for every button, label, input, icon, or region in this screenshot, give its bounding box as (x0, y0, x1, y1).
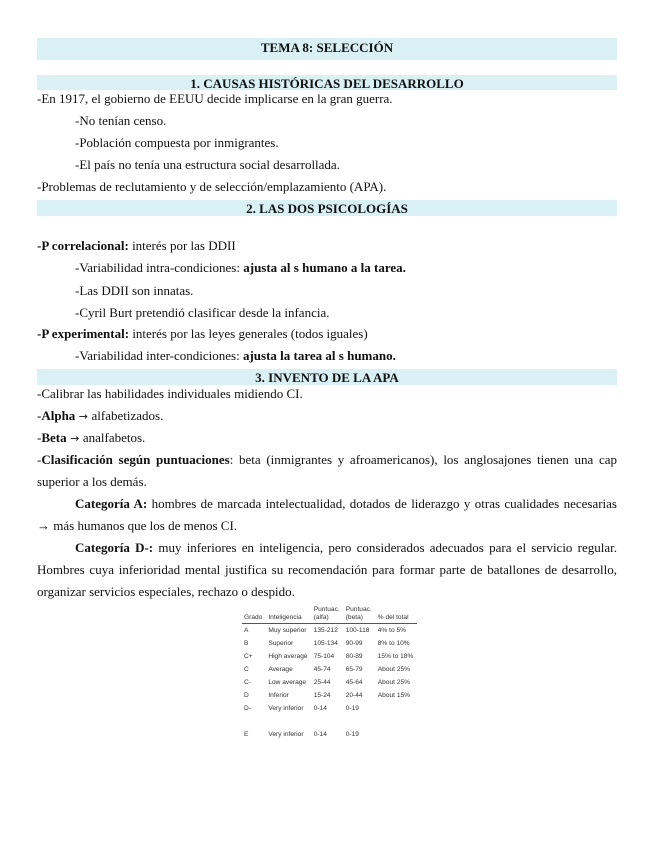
cell-beta: 65-79 (345, 666, 363, 673)
term-text: muy inferiores en inteligencia, pero considerados adecuados para el servicio regular. Hombres cuya inferioridad mental justifica su recomendación para formar parte de batallones de desarrollo, organizar servicios especiales, rechazo o despido. (37, 540, 617, 599)
cell-alfa: 0-14 (313, 731, 327, 738)
header-inteligencia: Inteligencia (266, 606, 311, 624)
term-text: interés por las DDII (128, 238, 236, 253)
cell-total: 4% to 5% (377, 627, 406, 634)
cell-inteligencia: Low average (268, 679, 307, 686)
text-line (37, 348, 655, 363)
cell-grado: C (244, 666, 249, 673)
page-title: TEMA 8: SELECCIÓN (37, 38, 617, 60)
cell-beta: 0-19 (345, 705, 359, 712)
term-text: interés por las leyes generales (todos iguales) (129, 326, 368, 341)
bold-span: ajusta al s humano a la tarea. (243, 260, 406, 275)
text-line: -Problemas de reclutamiento y de selección/emplazamiento (APA). (37, 179, 387, 194)
cell-grado: C- (244, 679, 251, 686)
text-line: -Cyril Burt pretendió clasificar desde la infancia. (75, 305, 330, 320)
term-label: -P correlacional: (37, 238, 129, 253)
table-row (242, 686, 417, 699)
arrow-icon: → (66, 432, 83, 445)
text-line: -No tenían censo. (75, 113, 167, 128)
text-line: -El país no tenía una estructura social desarrollada. (75, 157, 340, 172)
cell-total: 8% to 10% (377, 640, 410, 647)
cell-total: 15% to 18% (377, 653, 414, 660)
table-body (242, 624, 417, 739)
term-text: hombres de marcada intelectualidad, dotados de liderazgo y otras cualidades necesarias → más humanos que los de menos CI. (37, 496, 617, 533)
cell-alfa: 0-14 (313, 705, 327, 712)
cell-alfa: 25-44 (313, 679, 331, 686)
term-label: -P experimental: (37, 326, 130, 341)
cell-beta: 45-64 (345, 679, 363, 686)
text-line-experimental (37, 326, 617, 341)
dash: - (37, 430, 42, 445)
cell-inteligencia: Very inferior (268, 731, 304, 738)
table-row (242, 660, 417, 673)
table-row (242, 712, 417, 738)
text-line-correlacional (37, 238, 617, 253)
term-text: analfabetos. (82, 430, 146, 445)
cell-total: About 25% (377, 666, 411, 673)
cell-alfa: 105-134 (313, 640, 338, 647)
text-line: -Calibrar las habilidades individuales midiendo CI. (37, 386, 303, 401)
cell-beta: 100-118 (345, 627, 370, 634)
table-row (242, 634, 417, 647)
cell-grado: D- (244, 705, 251, 712)
text-line (37, 260, 655, 275)
text-line-alpha (37, 408, 617, 424)
cell-grado: C+ (244, 653, 253, 660)
cell-grado: B (244, 640, 249, 647)
cell-total (376, 712, 418, 738)
dash: - (37, 452, 42, 467)
term-label: Beta (41, 430, 67, 445)
term-label: Clasificación según puntuaciones (41, 452, 230, 467)
apa-grades-table (242, 606, 417, 738)
paragraph-categoria-a (37, 493, 617, 537)
text-line: -Población compuesta por inmigrantes. (75, 135, 279, 150)
table-row (242, 673, 417, 686)
section-heading-apa: 3. INVENTO DE LA APA (37, 369, 617, 385)
dash: - (37, 408, 42, 423)
paragraph-clasificacion (37, 449, 617, 493)
term-label: Categoría D-: (75, 540, 154, 555)
paragraph-categoria-d (37, 537, 617, 603)
cell-beta: 90-99 (345, 640, 363, 647)
text-line: -Las DDII son innatas. (75, 283, 194, 298)
text-line-beta (37, 430, 617, 446)
table-row (242, 647, 417, 660)
header-alfa: Puntuac. (alfa) (312, 606, 344, 624)
cell-total: About 25% (377, 679, 411, 686)
cell-alfa: 135-212 (313, 627, 338, 634)
cell-total: About 15% (377, 692, 411, 699)
arrow-icon: → (75, 410, 92, 423)
cell-inteligencia: Average (268, 666, 293, 673)
cell-total (376, 699, 418, 712)
cell-alfa: 45-74 (313, 666, 331, 673)
bold-span: ajusta la tarea al s humano. (242, 348, 396, 363)
section-heading-causas: 1. CAUSAS HISTÓRICAS DEL DESARROLLO (37, 75, 617, 90)
table-row (242, 624, 417, 635)
text-line: -En 1917, el gobierno de EEUU decide implicarse en la gran guerra. (37, 91, 393, 106)
cell-alfa: 15-24 (313, 692, 331, 699)
term-label: Alpha (41, 408, 76, 423)
cell-inteligencia: Superior (268, 640, 294, 647)
cell-inteligencia: Inferior (268, 692, 289, 699)
table-row (242, 699, 417, 712)
header-beta: Puntuac. (beta) (344, 606, 376, 624)
text-span: -Variabilidad inter-condiciones: (75, 348, 243, 363)
section-heading-psicologias: 2. LAS DOS PSICOLOGÍAS (37, 200, 617, 216)
cell-grado: A (244, 627, 249, 634)
term-label: Categoría A: (75, 496, 148, 511)
cell-inteligencia: High average (268, 653, 308, 660)
table-header-row (242, 606, 417, 624)
cell-inteligencia: Very inferior (268, 705, 304, 712)
text-span: -Variabilidad intra-condiciones: (75, 260, 244, 275)
cell-beta: 80-89 (345, 653, 363, 660)
cell-beta: 20-44 (345, 692, 363, 699)
cell-inteligencia: Muy superior (268, 627, 307, 634)
cell-grado: D (244, 692, 249, 699)
term-text: alfabetizados. (91, 408, 164, 423)
cell-beta: 0-19 (345, 731, 359, 738)
cell-grado: E (244, 731, 249, 738)
header-grado: Grado (242, 606, 266, 624)
cell-alfa: 75-104 (313, 653, 335, 660)
term-text: : beta (inmigrantes y afroamericanos), los anglosajones tienen una cap superior a los demás. (37, 452, 617, 489)
header-total: % del total (376, 606, 418, 624)
